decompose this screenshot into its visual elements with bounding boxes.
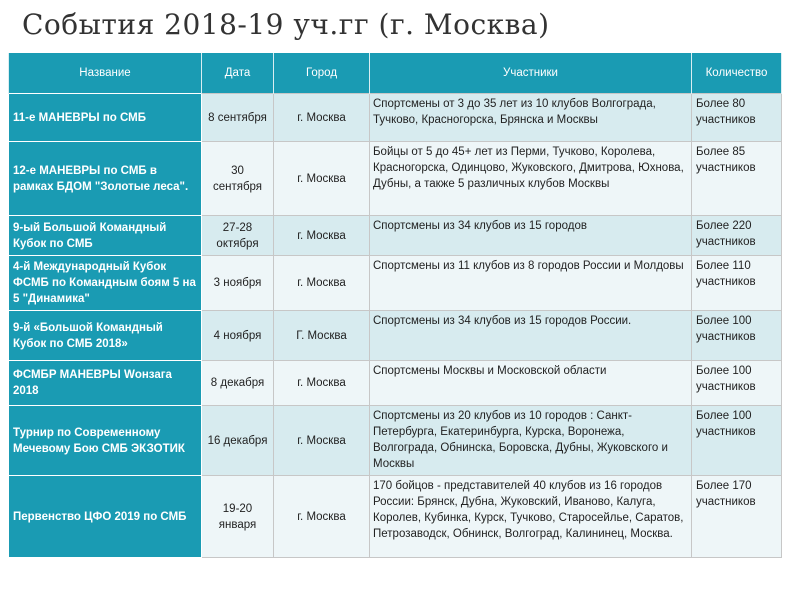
event-count: Более 110 участников bbox=[692, 256, 782, 311]
event-participants: 170 бойцов - представителей 40 клубов из 16 городов России: Брянск, Дубна, Жуковский, Иваново, Калуга, Королев, Кубинка, Курск, Тучково, Старосейлье, Саратов, Петрозаводск, Обнинск, Волгоград, Калининец, Москва. bbox=[370, 476, 692, 558]
event-count: Более 100 участников bbox=[692, 311, 782, 361]
event-name: 4-й Международный Кубок ФСМБ по Командным боям 5 на 5 "Динамика" bbox=[9, 256, 202, 311]
table-row bbox=[9, 476, 782, 558]
event-name: 11-е МАНЕВРЫ по СМБ bbox=[9, 94, 202, 142]
header-participants: Участники bbox=[370, 53, 692, 94]
event-participants: Спортсмены Москвы и Московской области bbox=[370, 361, 692, 406]
event-date: 8 декабря bbox=[202, 361, 274, 406]
event-date: 16 декабря bbox=[202, 406, 274, 476]
page-title: События 2018-19 уч.гг (г. Москва) bbox=[22, 8, 550, 41]
event-name: Турнир по Современному Мечевому Бою СМБ ЭКЗОТИК bbox=[9, 406, 202, 476]
event-date: 4 ноября bbox=[202, 311, 274, 361]
event-city: г. Москва bbox=[274, 361, 370, 406]
event-count: Более 220 участников bbox=[692, 216, 782, 256]
event-name: 9-й «Большой Командный Кубок по СМБ 2018» bbox=[9, 311, 202, 361]
event-city: г. Москва bbox=[274, 406, 370, 476]
header-date: Дата bbox=[202, 53, 274, 94]
event-city: г. Москва bbox=[274, 142, 370, 216]
event-name: 9-ый Большой Командный Кубок по СМБ bbox=[9, 216, 202, 256]
table-row bbox=[9, 142, 782, 216]
table-row bbox=[9, 216, 782, 256]
event-date: 8 сентября bbox=[202, 94, 274, 142]
event-date: 19-20 января bbox=[202, 476, 274, 558]
event-city: г. Москва bbox=[274, 476, 370, 558]
event-count: Более 100 участников bbox=[692, 406, 782, 476]
header-count: Количество bbox=[692, 53, 782, 94]
event-date: 30 сентября bbox=[202, 142, 274, 216]
table-row bbox=[9, 406, 782, 476]
event-participants: Бойцы от 5 до 45+ лет из Перми, Тучково, Королева, Красногорска, Одинцово, Жуковского, Дмитрова, Юхнова, Дубны, а также 5 различных клубов Москвы bbox=[370, 142, 692, 216]
event-city: г. Москва bbox=[274, 94, 370, 142]
event-city: г. Москва bbox=[274, 216, 370, 256]
event-city: г. Москва bbox=[274, 256, 370, 311]
table-row bbox=[9, 361, 782, 406]
table-row bbox=[9, 94, 782, 142]
header-city: Город bbox=[274, 53, 370, 94]
event-date: 3 ноября bbox=[202, 256, 274, 311]
event-participants: Спортсмены из 34 клубов из 15 городов bbox=[370, 216, 692, 256]
event-name: Первенство ЦФО 2019 по СМБ bbox=[9, 476, 202, 558]
events-table bbox=[8, 53, 782, 558]
event-count: Более 85 участников bbox=[692, 142, 782, 216]
header-name: Название bbox=[9, 53, 202, 94]
event-participants: Спортсмены от 3 до 35 лет из 10 клубов Волгограда, Тучково, Красногорска, Брянска и Москвы bbox=[370, 94, 692, 142]
table-row bbox=[9, 311, 782, 361]
event-date: 27-28 октября bbox=[202, 216, 274, 256]
event-name: 12-е МАНЕВРЫ по СМБ в рамках БДОМ "Золотые леса". bbox=[9, 142, 202, 216]
event-name: ФСМБР МАНЕВРЫ Wонзага 2018 bbox=[9, 361, 202, 406]
event-city: Г. Москва bbox=[274, 311, 370, 361]
event-count: Более 170 участников bbox=[692, 476, 782, 558]
event-count: Более 80 участников bbox=[692, 94, 782, 142]
event-count: Более 100 участников bbox=[692, 361, 782, 406]
table-row bbox=[9, 256, 782, 311]
event-participants: Спортсмены из 11 клубов из 8 городов России и Молдовы bbox=[370, 256, 692, 311]
event-participants: Спортсмены из 20 клубов из 10 городов : Санкт-Петербурга, Екатеринбурга, Курска, Воронежа, Волгограда, Обнинска, Боровска, Дубны, Жуковского и Москвы bbox=[370, 406, 692, 476]
table-header-row bbox=[9, 53, 782, 94]
event-participants: Спортсмены из 34 клубов из 15 городов России. bbox=[370, 311, 692, 361]
